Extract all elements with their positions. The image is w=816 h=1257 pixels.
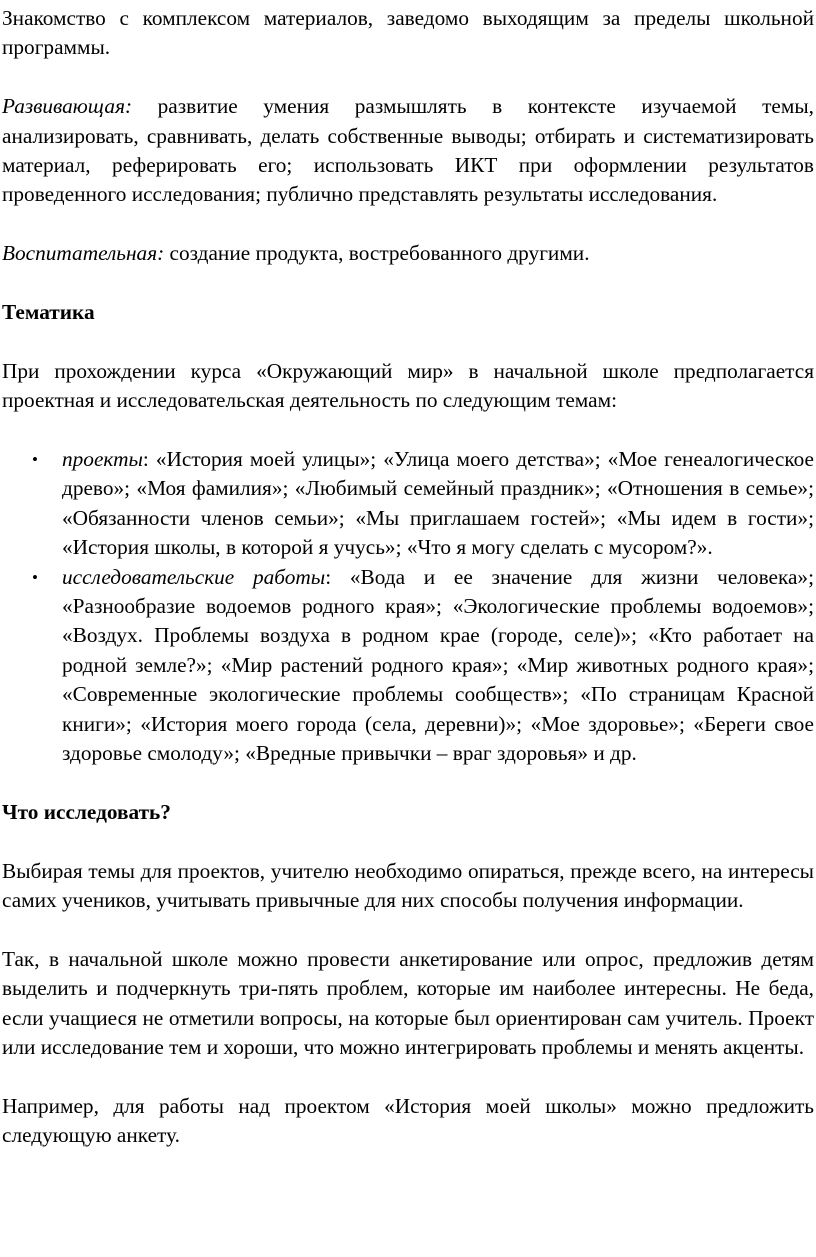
educational-goal-text: создание продукта, востребованного другими. — [164, 241, 590, 266]
topics-list — [2, 445, 814, 768]
intro-paragraph: Знакомство с комплексом материалов, заведомо выходящим за пределы школьной программы. — [2, 6, 814, 60]
list-item-text: : «История моей улицы»; «Улица моего детства»; «Мое генеалогическое древо»; «Моя фамилия»; «Любимый семейный праздник»; «Отношения в семье»; «Обязанности членов семьи»; «Мы приглашаем гостей»; «Мы идем в гости»; «История школы, в которой я учусь»; «Что я могу сделать с мусором?». — [62, 447, 814, 560]
research-paragraph-2: Так, в начальной школе можно провести анкетирование или опрос, предложив детям выделить и подчеркнуть три-пять проблем, которые им наиболее интересны. Не беда, если учащиеся не отметили вопросы, на которые был ориентирован сам учитель. Проект или исследование тем и хороши, что можно интегрировать проблемы и менять акценты. — [2, 946, 814, 1060]
list-item — [32, 563, 815, 769]
bullet-icon: • — [32, 450, 38, 470]
topics-heading: Тематика — [2, 300, 95, 325]
list-item-text: : «Вода и ее значение для жизни человека»; «Разнообразие водоемов родного края»; «Экологические проблемы водоемов»; «Воздух. Проблемы воздуха в родном крае (городе, селе)»; «Кто работает на родной земле?»; «Мир растений родного края»; «Мир животных родного края»; «Современные экологические проблемы сообществ»; «По страницам Красной книги»; «История моего города (села, деревни)»; «Мое здоровье»; «Береги свое здоровье смолоду»; «Вредные привычки – враг здоровья» и др. — [62, 564, 815, 766]
list-item-label: исследовательские работы — [62, 564, 326, 589]
educational-goal-paragraph — [2, 239, 814, 268]
developing-goal-label: Развивающая: — [2, 94, 133, 119]
educational-goal-label: Воспитательная: — [2, 241, 165, 266]
developing-goal-text: развитие умения размышлять в контексте изучаемой темы, анализировать, сравнивать, делать собственные выводы; отбирать и систематизировать материал, реферировать его; использовать ИКТ при оформлении результатов проведенного исследования; публично представлять результаты исследования. — [2, 94, 814, 207]
research-heading: Что исследовать? — [2, 799, 171, 824]
developing-goal-paragraph — [2, 92, 814, 210]
topics-intro-paragraph: При прохождении курса «Окружающий мир» в начальной школе предполагается проектная и исследовательская деятельность по следующим темам: — [2, 358, 814, 413]
bullet-icon: • — [32, 567, 38, 587]
list-item-label: проекты — [62, 447, 143, 472]
research-paragraph-1: Выбирая темы для проектов, учителю необходимо опираться, прежде всего, на интересы самих учеников, учитывать привычные для них способы получения информации. — [2, 858, 814, 913]
list-item — [32, 445, 814, 563]
research-paragraph-3: Например, для работы над проектом «История моей школы» можно предложить следующую анкету. — [2, 1093, 814, 1148]
